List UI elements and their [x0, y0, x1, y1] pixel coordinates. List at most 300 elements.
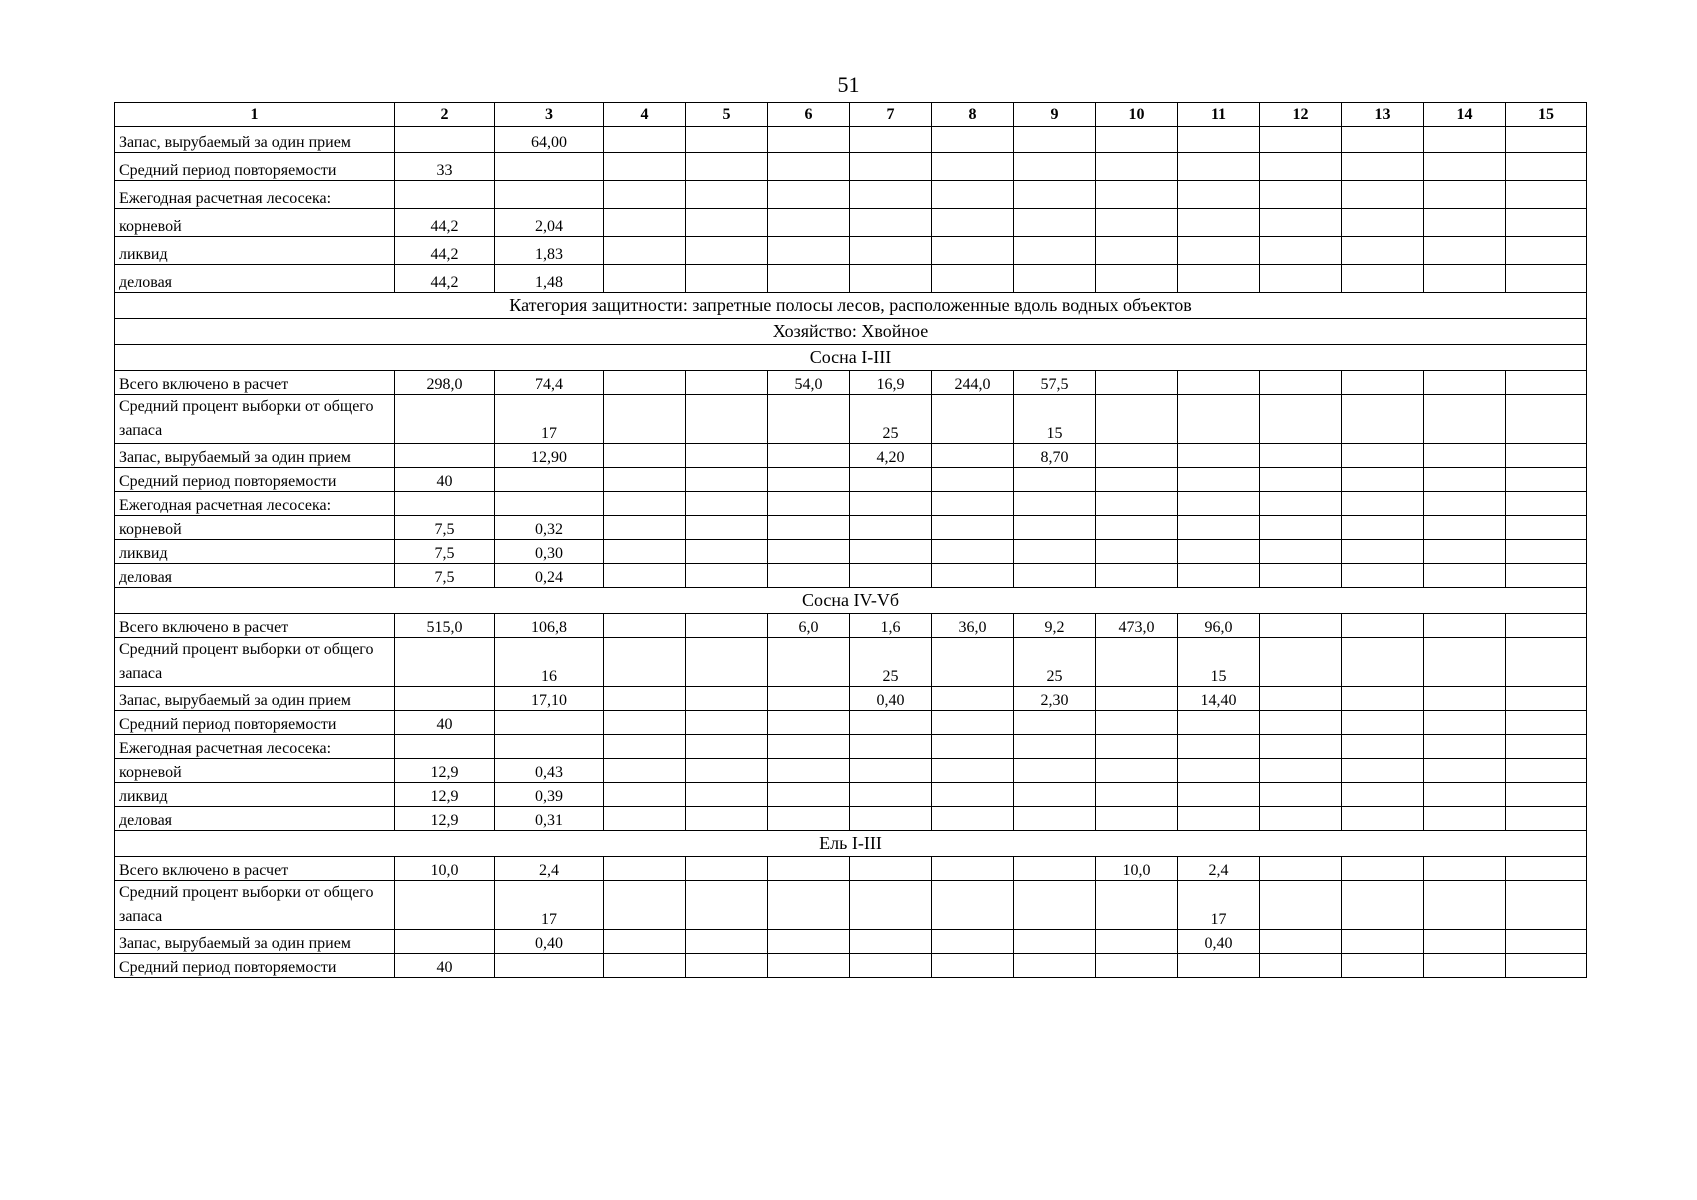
row-label: Ежегодная расчетная лесосека:	[115, 492, 395, 516]
table-cell-col-6	[768, 857, 850, 881]
table-cell-col-3: 17,10	[495, 687, 604, 711]
table-cell-col-12	[1260, 614, 1342, 638]
column-header-5: 5	[686, 103, 768, 127]
table-cell-col-2	[395, 492, 495, 516]
table-row	[115, 930, 1587, 954]
table-cell-col-14	[1424, 237, 1506, 265]
table-cell-col-3: 0,24	[495, 564, 604, 588]
table-cell-col-10	[1096, 209, 1178, 237]
table-cell-col-7	[850, 930, 932, 954]
table-cell-col-5	[686, 444, 768, 468]
table-cell-col-12	[1260, 638, 1342, 687]
table-cell-col-12	[1260, 444, 1342, 468]
row-label: Всего включено в расчет	[115, 614, 395, 638]
table-cell-col-2: 298,0	[395, 371, 495, 395]
section-heading-row	[115, 345, 1587, 371]
table-cell-col-4	[604, 638, 686, 687]
table-cell-col-4	[604, 930, 686, 954]
table-cell-col-6	[768, 516, 850, 540]
table-cell-col-7	[850, 807, 932, 831]
table-cell-col-9	[1014, 127, 1096, 153]
table-cell-col-11: 2,4	[1178, 857, 1260, 881]
table-cell-col-4	[604, 468, 686, 492]
table-cell-col-15	[1506, 127, 1587, 153]
table-cell-col-2: 12,9	[395, 807, 495, 831]
table-cell-col-14	[1424, 540, 1506, 564]
table-cell-col-12	[1260, 237, 1342, 265]
table-cell-col-13	[1342, 444, 1424, 468]
row-label: ликвид	[115, 783, 395, 807]
table-cell-col-14	[1424, 265, 1506, 293]
table-cell-col-9	[1014, 237, 1096, 265]
table-cell-col-13	[1342, 127, 1424, 153]
table-row	[115, 711, 1587, 735]
table-cell-col-8	[932, 881, 1014, 930]
section-heading-row	[115, 588, 1587, 614]
table-cell-col-7	[850, 783, 932, 807]
table-cell-col-6	[768, 153, 850, 181]
table-cell-col-4	[604, 181, 686, 209]
table-cell-col-4	[604, 954, 686, 978]
table-cell-col-10: 473,0	[1096, 614, 1178, 638]
table-cell-col-11	[1178, 516, 1260, 540]
table-cell-col-8: 36,0	[932, 614, 1014, 638]
table-cell-col-2	[395, 638, 495, 687]
table-cell-col-7: 25	[850, 638, 932, 687]
table-cell-col-4	[604, 516, 686, 540]
table-cell-col-10	[1096, 395, 1178, 444]
table-row	[115, 954, 1587, 978]
table-cell-col-12	[1260, 395, 1342, 444]
table-cell-col-15	[1506, 783, 1587, 807]
table-cell-col-12	[1260, 371, 1342, 395]
table-cell-col-15	[1506, 857, 1587, 881]
table-cell-col-9	[1014, 564, 1096, 588]
table-cell-col-12	[1260, 564, 1342, 588]
table-cell-col-2: 40	[395, 711, 495, 735]
table-cell-col-13	[1342, 181, 1424, 209]
table-cell-col-5	[686, 209, 768, 237]
table-cell-col-9	[1014, 735, 1096, 759]
table-row	[115, 516, 1587, 540]
table-cell-col-8	[932, 237, 1014, 265]
table-cell-col-4	[604, 857, 686, 881]
table-cell-col-8	[932, 711, 1014, 735]
table-cell-col-13	[1342, 759, 1424, 783]
table-cell-col-8: 244,0	[932, 371, 1014, 395]
table-cell-col-8	[932, 687, 1014, 711]
table-cell-col-11: 14,40	[1178, 687, 1260, 711]
table-cell-col-3: 0,31	[495, 807, 604, 831]
table-cell-col-8	[932, 127, 1014, 153]
table-cell-col-6	[768, 181, 850, 209]
table-cell-col-2: 40	[395, 468, 495, 492]
table-cell-col-3: 2,4	[495, 857, 604, 881]
table-row	[115, 881, 1587, 930]
table-cell-col-13	[1342, 153, 1424, 181]
table-cell-col-10	[1096, 516, 1178, 540]
table-cell-col-13	[1342, 516, 1424, 540]
row-label: Средний процент выборки от общего запаса	[115, 395, 395, 444]
table-cell-col-5	[686, 516, 768, 540]
table-cell-col-4	[604, 395, 686, 444]
table-cell-col-2: 515,0	[395, 614, 495, 638]
table-cell-col-7	[850, 492, 932, 516]
table-cell-col-3: 1,83	[495, 237, 604, 265]
table-row	[115, 209, 1587, 237]
row-label: Запас, вырубаемый за один прием	[115, 687, 395, 711]
table-cell-col-12	[1260, 687, 1342, 711]
table-cell-col-13	[1342, 711, 1424, 735]
table-cell-col-8	[932, 444, 1014, 468]
row-label: Средний период повторяемости	[115, 711, 395, 735]
table-cell-col-12	[1260, 881, 1342, 930]
table-row	[115, 181, 1587, 209]
table-row	[115, 857, 1587, 881]
table-cell-col-12	[1260, 265, 1342, 293]
table-cell-col-15	[1506, 468, 1587, 492]
table-cell-col-10	[1096, 127, 1178, 153]
table-cell-col-14	[1424, 759, 1506, 783]
table-cell-col-8	[932, 735, 1014, 759]
table-cell-col-14	[1424, 735, 1506, 759]
table-cell-col-15	[1506, 735, 1587, 759]
table-cell-col-13	[1342, 237, 1424, 265]
table-cell-col-6	[768, 127, 850, 153]
table-cell-col-5	[686, 807, 768, 831]
table-cell-col-12	[1260, 492, 1342, 516]
table-cell-col-15	[1506, 687, 1587, 711]
section-heading: Сосна I-III	[115, 345, 1587, 371]
table-cell-col-4	[604, 735, 686, 759]
table-cell-col-7	[850, 711, 932, 735]
table-cell-col-4	[604, 444, 686, 468]
table-cell-col-15	[1506, 444, 1587, 468]
table-cell-col-6	[768, 468, 850, 492]
table-cell-col-6: 6,0	[768, 614, 850, 638]
table-cell-col-5	[686, 127, 768, 153]
table-cell-col-4	[604, 371, 686, 395]
table-cell-col-13	[1342, 614, 1424, 638]
table-cell-col-6	[768, 395, 850, 444]
table-cell-col-11	[1178, 371, 1260, 395]
table-cell-col-6	[768, 687, 850, 711]
table-cell-col-6	[768, 638, 850, 687]
table-row	[115, 614, 1587, 638]
table-cell-col-5	[686, 759, 768, 783]
table-cell-col-15	[1506, 711, 1587, 735]
column-header-11: 11	[1178, 103, 1260, 127]
column-header-13: 13	[1342, 103, 1424, 127]
table-cell-col-14	[1424, 181, 1506, 209]
table-cell-col-12	[1260, 857, 1342, 881]
table-cell-col-11	[1178, 444, 1260, 468]
table-cell-col-9	[1014, 265, 1096, 293]
table-cell-col-12	[1260, 930, 1342, 954]
table-cell-col-10	[1096, 265, 1178, 293]
table-cell-col-9	[1014, 468, 1096, 492]
table-cell-col-3: 64,00	[495, 127, 604, 153]
section-heading: Сосна IV-Vб	[115, 588, 1587, 614]
table-cell-col-13	[1342, 564, 1424, 588]
table-cell-col-9	[1014, 492, 1096, 516]
table-row	[115, 444, 1587, 468]
table-header-row	[115, 103, 1587, 127]
table-cell-col-8	[932, 540, 1014, 564]
table-cell-col-15	[1506, 564, 1587, 588]
table-cell-col-13	[1342, 881, 1424, 930]
table-cell-col-13	[1342, 395, 1424, 444]
table-cell-col-2: 7,5	[395, 516, 495, 540]
table-cell-col-14	[1424, 444, 1506, 468]
table-cell-col-8	[932, 759, 1014, 783]
table-cell-col-7	[850, 127, 932, 153]
table-row	[115, 759, 1587, 783]
table-row	[115, 687, 1587, 711]
table-cell-col-7	[850, 540, 932, 564]
table-cell-col-3: 0,40	[495, 930, 604, 954]
column-header-4: 4	[604, 103, 686, 127]
table-cell-col-11	[1178, 127, 1260, 153]
table-cell-col-9: 25	[1014, 638, 1096, 687]
table-cell-col-2	[395, 127, 495, 153]
table-cell-col-8	[932, 516, 1014, 540]
table-cell-col-14	[1424, 711, 1506, 735]
table-cell-col-4	[604, 209, 686, 237]
table-cell-col-9: 8,70	[1014, 444, 1096, 468]
table-cell-col-9	[1014, 209, 1096, 237]
row-label: ликвид	[115, 540, 395, 564]
table-cell-col-13	[1342, 807, 1424, 831]
table-cell-col-6	[768, 444, 850, 468]
table-cell-col-15	[1506, 181, 1587, 209]
table-cell-col-6	[768, 735, 850, 759]
table-cell-col-14	[1424, 153, 1506, 181]
section-heading-row	[115, 831, 1587, 857]
table-cell-col-4	[604, 492, 686, 516]
table-cell-col-9	[1014, 930, 1096, 954]
table-row	[115, 237, 1587, 265]
table-cell-col-11: 96,0	[1178, 614, 1260, 638]
table-cell-col-6	[768, 209, 850, 237]
table-cell-col-6	[768, 783, 850, 807]
table-cell-col-7	[850, 857, 932, 881]
table-cell-col-6	[768, 711, 850, 735]
table-cell-col-3: 0,39	[495, 783, 604, 807]
table-cell-col-10	[1096, 638, 1178, 687]
table-cell-col-10	[1096, 759, 1178, 783]
table-cell-col-7	[850, 954, 932, 978]
table-cell-col-5	[686, 181, 768, 209]
table-cell-col-11	[1178, 783, 1260, 807]
table-cell-col-7: 0,40	[850, 687, 932, 711]
table-cell-col-13	[1342, 783, 1424, 807]
row-label: Средний процент выборки от общего запаса	[115, 638, 395, 687]
row-label: Запас, вырубаемый за один прием	[115, 127, 395, 153]
table-cell-col-14	[1424, 954, 1506, 978]
column-header-7: 7	[850, 103, 932, 127]
table-cell-col-4	[604, 127, 686, 153]
table-cell-col-12	[1260, 759, 1342, 783]
table-cell-col-4	[604, 807, 686, 831]
table-cell-col-11	[1178, 237, 1260, 265]
section-heading: Хозяйство: Хвойное	[115, 319, 1587, 345]
row-label: деловая	[115, 564, 395, 588]
table-row	[115, 153, 1587, 181]
table-cell-col-7: 4,20	[850, 444, 932, 468]
table-cell-col-15	[1506, 540, 1587, 564]
table-cell-col-14	[1424, 881, 1506, 930]
table-cell-col-5	[686, 857, 768, 881]
row-label: корневой	[115, 516, 395, 540]
table-cell-col-14	[1424, 614, 1506, 638]
row-label: Ежегодная расчетная лесосека:	[115, 181, 395, 209]
table-cell-col-12	[1260, 209, 1342, 237]
row-label: ликвид	[115, 237, 395, 265]
table-cell-col-2	[395, 930, 495, 954]
table-row	[115, 564, 1587, 588]
table-cell-col-10	[1096, 881, 1178, 930]
table-cell-col-5	[686, 564, 768, 588]
table-cell-col-10	[1096, 237, 1178, 265]
table-cell-col-6	[768, 492, 850, 516]
table-cell-col-9	[1014, 153, 1096, 181]
table-row	[115, 395, 1587, 444]
table-cell-col-8	[932, 564, 1014, 588]
table-cell-col-10: 10,0	[1096, 857, 1178, 881]
row-label: Средний период повторяемости	[115, 153, 395, 181]
section-heading-row	[115, 293, 1587, 319]
table-cell-col-3: 106,8	[495, 614, 604, 638]
table-cell-col-4	[604, 881, 686, 930]
table-row	[115, 783, 1587, 807]
row-label: Средний процент выборки от общего запаса	[115, 881, 395, 930]
table-cell-col-12	[1260, 711, 1342, 735]
table-cell-col-5	[686, 638, 768, 687]
table-cell-col-13	[1342, 492, 1424, 516]
table-cell-col-10	[1096, 153, 1178, 181]
table-cell-col-2: 44,2	[395, 209, 495, 237]
table-cell-col-10	[1096, 181, 1178, 209]
table-cell-col-12	[1260, 807, 1342, 831]
table-cell-col-6	[768, 881, 850, 930]
table-cell-col-2	[395, 395, 495, 444]
table-cell-col-11: 0,40	[1178, 930, 1260, 954]
table-cell-col-12	[1260, 127, 1342, 153]
table-cell-col-6	[768, 564, 850, 588]
table-cell-col-7	[850, 735, 932, 759]
table-cell-col-14	[1424, 516, 1506, 540]
column-header-10: 10	[1096, 103, 1178, 127]
table-cell-col-4	[604, 783, 686, 807]
table-row	[115, 468, 1587, 492]
table-cell-col-10	[1096, 687, 1178, 711]
section-heading: Категория защитности: запретные полосы лесов, расположенные вдоль водных объектов	[115, 293, 1587, 319]
table-cell-col-8	[932, 954, 1014, 978]
table-cell-col-15	[1506, 395, 1587, 444]
column-header-3: 3	[495, 103, 604, 127]
table-row	[115, 492, 1587, 516]
table-cell-col-13	[1342, 209, 1424, 237]
table-cell-col-8	[932, 209, 1014, 237]
table-row	[115, 127, 1587, 153]
table-cell-col-10	[1096, 807, 1178, 831]
table-cell-col-2: 10,0	[395, 857, 495, 881]
table-cell-col-3	[495, 492, 604, 516]
table-cell-col-4	[604, 687, 686, 711]
table-cell-col-15	[1506, 237, 1587, 265]
table-cell-col-5	[686, 614, 768, 638]
table-cell-col-3	[495, 711, 604, 735]
table-cell-col-11: 15	[1178, 638, 1260, 687]
table-cell-col-8	[932, 468, 1014, 492]
table-cell-col-3	[495, 468, 604, 492]
table-cell-col-7	[850, 564, 932, 588]
table-cell-col-8	[932, 807, 1014, 831]
table-cell-col-14	[1424, 564, 1506, 588]
table-cell-col-5	[686, 735, 768, 759]
table-row	[115, 265, 1587, 293]
table-cell-col-6	[768, 930, 850, 954]
table-cell-col-5	[686, 371, 768, 395]
table-cell-col-15	[1506, 881, 1587, 930]
table-cell-col-3: 0,43	[495, 759, 604, 783]
table-cell-col-3	[495, 153, 604, 181]
table-cell-col-5	[686, 687, 768, 711]
table-cell-col-3: 74,4	[495, 371, 604, 395]
table-row	[115, 371, 1587, 395]
table-cell-col-3	[495, 954, 604, 978]
table-cell-col-13	[1342, 638, 1424, 687]
table-cell-col-13	[1342, 735, 1424, 759]
table-cell-col-14	[1424, 687, 1506, 711]
row-label: деловая	[115, 807, 395, 831]
table-cell-col-9	[1014, 857, 1096, 881]
table-cell-col-5	[686, 468, 768, 492]
table-cell-col-12	[1260, 516, 1342, 540]
table-cell-col-2: 40	[395, 954, 495, 978]
table-cell-col-9	[1014, 516, 1096, 540]
table-cell-col-11	[1178, 759, 1260, 783]
table-cell-col-3	[495, 181, 604, 209]
table-cell-col-9	[1014, 954, 1096, 978]
table-cell-col-2	[395, 881, 495, 930]
table-cell-col-11	[1178, 153, 1260, 181]
table-cell-col-2	[395, 181, 495, 209]
table-cell-col-11	[1178, 540, 1260, 564]
table-row	[115, 540, 1587, 564]
table-cell-col-6	[768, 265, 850, 293]
table-cell-col-15	[1506, 492, 1587, 516]
table-cell-col-10	[1096, 444, 1178, 468]
table-cell-col-13	[1342, 468, 1424, 492]
table-cell-col-14	[1424, 638, 1506, 687]
table-cell-col-2: 12,9	[395, 783, 495, 807]
table-cell-col-15	[1506, 807, 1587, 831]
table-cell-col-10	[1096, 564, 1178, 588]
table-cell-col-7: 16,9	[850, 371, 932, 395]
table-cell-col-15	[1506, 638, 1587, 687]
table-cell-col-3: 0,30	[495, 540, 604, 564]
table-cell-col-3: 17	[495, 395, 604, 444]
column-header-8: 8	[932, 103, 1014, 127]
column-header-2: 2	[395, 103, 495, 127]
row-label: Всего включено в расчет	[115, 371, 395, 395]
table-cell-col-12	[1260, 954, 1342, 978]
table-cell-col-6	[768, 237, 850, 265]
column-header-1: 1	[115, 103, 395, 127]
table-cell-col-14	[1424, 371, 1506, 395]
